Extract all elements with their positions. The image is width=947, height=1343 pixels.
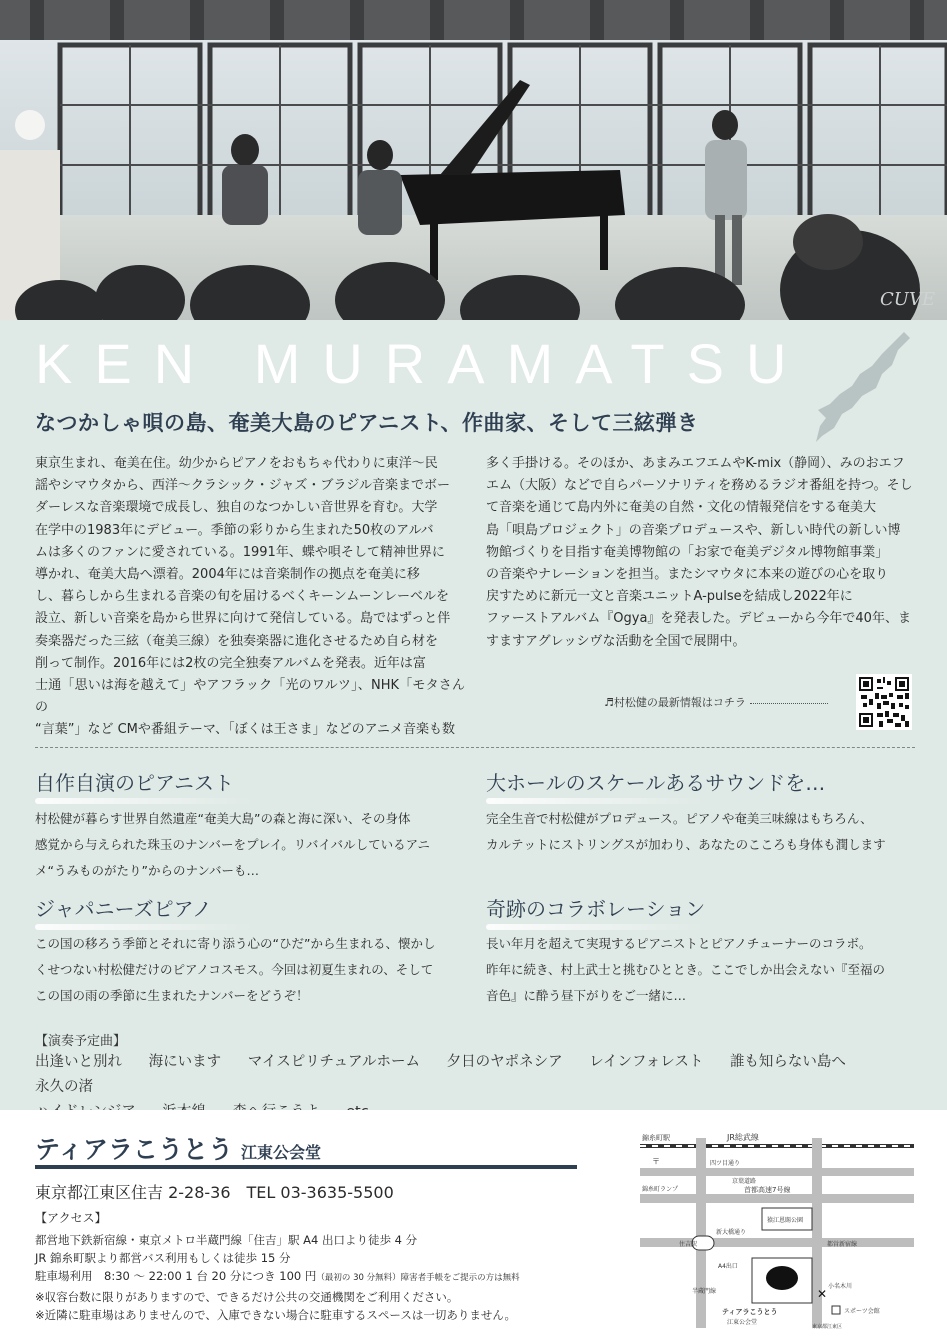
- qr-leader: [750, 703, 828, 704]
- bio-text-right: 多く手掛ける。そのほか、あまみエフエムやK-mix（静岡）、みのおエフ エム（大阪）などで自らパーソナリティを務めるラジオ番組を持つ。そし て音楽を通じて島内外に奄美の自然・文化の情報発信をする奄美大 島「唄島プロジェクト」の音楽プロデュースや、新しい時代の新しい博 物館づくりを目指す奄美博物館の「お家で奄美デジタル博物館事業」 の音楽やナレーションを担当。またシマウタに本来の遊びの心を取り 戻すために新元一文と音楽ユニットA-pulseを結成し2022年に ファーストアルバム『Ogya』を発表した。デビューから今年で40年、ま すますアグレッシヴな活動を全国で展開中。: [486, 456, 913, 649]
- map-label-yotsume: 四ツ目通り: [710, 1160, 741, 1167]
- song-item: 永久の渚: [35, 1079, 93, 1095]
- section-title-2: 大ホールのスケールあるサウンドを…: [486, 767, 825, 798]
- venue-subname: 江東公会堂: [241, 1143, 322, 1162]
- access-map: [632, 1128, 922, 1333]
- repertoire-title: 【演奏予定曲】: [35, 1034, 127, 1049]
- map-label-expressway: 首都高速7号線: [744, 1186, 791, 1194]
- song-item: レインフォレスト: [589, 1054, 704, 1070]
- song-item: マイスピリチュアルホーム: [247, 1054, 420, 1070]
- section-body-4: 長い年月を超えて実現するピアニストとピアノチューナーのコラボ。 昨年に続き、村上武士と挑むひととき。ここでしか出会えない『至福の 音色』に酔う昼下がりをご一緒に…: [486, 936, 886, 1003]
- parking-main: 駐車場利用 8:30 〜 22:00 1 台 20 分につき 100 円: [35, 1269, 317, 1284]
- access-list: [35, 1231, 595, 1324]
- map-label-kinshicho: 錦糸町駅: [642, 1134, 670, 1142]
- concert-photo-illustration: [0, 0, 947, 320]
- photo-watermark: CUVE: [880, 289, 936, 310]
- venue-title: [35, 1130, 321, 1166]
- map-label-hall: 東京都江東区: [812, 1324, 843, 1330]
- venue-name: ティアラこうとう: [35, 1135, 234, 1164]
- map-label-venue: ティアラこうとう: [722, 1308, 778, 1316]
- amami-island-silhouette: [812, 330, 912, 445]
- map-post-icon: 〒: [652, 1157, 660, 1166]
- venue-rule: [35, 1165, 577, 1169]
- bio-column-left: [35, 453, 465, 742]
- map-label-park: 猿江恩賜公園: [767, 1217, 804, 1224]
- map-label-a4: A4出口: [718, 1263, 738, 1270]
- section-body-1: 村松健が暮らす世界自然遺産“奄美大島”の森と海に深い、その身体 感覚から与えられた珠玉のナンバーをプレイ。リバイバルしているアニ メ“うみものがたり”からのナンバーも…: [35, 811, 431, 878]
- map-label-venue-sub: 江東公会堂: [727, 1319, 758, 1326]
- tagline: なつかしゃ唄の島、奄美大島のピアニスト、作曲家、そして三絃弾き: [35, 410, 699, 435]
- section-body-2: 完全生音で村松健がプロデュース。ピアノや奄美三味線はもちろん、 カルテットにストリングスが加わり、あなたのこころも身体も潤します: [486, 811, 886, 852]
- access-item: JR 錦糸町駅より都営バス利用もしくは徒歩 15 分: [35, 1251, 291, 1266]
- song-item: 誰も知らない島へ: [729, 1054, 846, 1070]
- qr-label: ♬村松健の最新情報はコチラ: [604, 696, 746, 709]
- map-label-sumiyoshi: 住吉駅: [679, 1241, 698, 1248]
- artist-name: KEN MURAMATSU: [35, 332, 809, 395]
- section-body-3: この国の移ろう季節とそれに寄り添う心の“ひだ”から生まれる、懐かし くせつない村松健だけのピアノコスモス。今回は初夏生まれの、そして この国の雨の季節に生まれたナンバーをどうぞ！: [35, 936, 436, 1003]
- access-item: 都営地下鉄新宿線・東京メトロ半蔵門線「住吉」駅 A4 出口より徒歩 4 分: [35, 1233, 418, 1247]
- map-label-river: 小名木川: [828, 1283, 853, 1290]
- qr-code-icon: [859, 677, 909, 727]
- section-title-1: 自作自演のピアニスト: [35, 767, 234, 798]
- bio-column-right: [486, 453, 914, 653]
- access-map-illustration: [632, 1128, 922, 1333]
- map-label-sports: スポーツ会館: [844, 1308, 880, 1315]
- map-label-shinjuku-line: 都営新宿線: [827, 1241, 858, 1248]
- section-title-4: 奇跡のコラボレーション: [486, 893, 705, 924]
- song-item: 夕日のヤポネシア: [446, 1054, 563, 1070]
- map-venue-marker: ✕: [817, 1287, 828, 1301]
- parking-note: （最初の 30 分無料）障害者手帳をご提示の方は無料: [316, 1273, 520, 1284]
- map-label-ramp: 錦糸町ランプ: [642, 1186, 679, 1193]
- qr-code[interactable]: [856, 674, 912, 730]
- bio-text-left: 東京生まれ、奄美在住。幼少からピアノをおもちゃ代わりに東洋〜民 謡やシマウタから、西洋〜クラシック・ジャズ・ブラジル音楽までボー ダーレスな音楽環境で成長し、独自のなつかしい音世界を育む。大学 在学中の1983年にデビュー。季節の彩りから生まれた50枚のアルバ ムは多くのファンに愛されている。1991年、蝶や唄そして精神世界に 導かれ、奄美大島へ漂着。2004年には音楽制作の拠点を奄美に移 し、暮らしから生まれる音楽の旬を届けるべくキーンムーンレーベルを 設立、新しい音楽を島から世界に向けて発信している。島ではずっと伴 奏楽器だった三絃（奄美三線）を独奏楽器に進化させるため自ら材を 削って制作。2016年には2枚の完全独奏アルバムを発表。近年は富 士通「思いは海を越えて」やアフラック「光のワルツ」、NHK「モタさんの “言葉”」など CMや番組テーマ、「ぼくは王さま」などのアニメ音楽も数: [35, 456, 465, 738]
- venue-address: 東京都江東区住吉 2-28-36 TEL 03-3635-5500: [35, 1183, 394, 1202]
- parking-info: [35, 1267, 595, 1287]
- section-title-3: ジャパニーズピアノ: [35, 893, 212, 924]
- concert-photo: [0, 0, 947, 320]
- song-item: 海にいます: [148, 1054, 222, 1070]
- map-label-hanzomon: 半蔵門線: [692, 1288, 717, 1295]
- song-item: 出逢いと別れ: [35, 1054, 122, 1070]
- map-label-keiyo: 京葉道路: [732, 1178, 757, 1185]
- map-label-shin-ohashi: 新大橋通り: [716, 1229, 747, 1236]
- map-label-jr: JR総武線: [727, 1133, 759, 1142]
- access-item: ※近隣に駐車場はありませんので、入庫できない場合に駐車するスペースは一切ありません。: [35, 1307, 517, 1322]
- access-title: 【アクセス】: [35, 1211, 107, 1225]
- qr-caption: [604, 694, 828, 710]
- access-item: ※収容台数に限りがありますので、できるだけ公共の交通機関をご利用ください。: [35, 1289, 459, 1304]
- section-divider: [35, 747, 915, 748]
